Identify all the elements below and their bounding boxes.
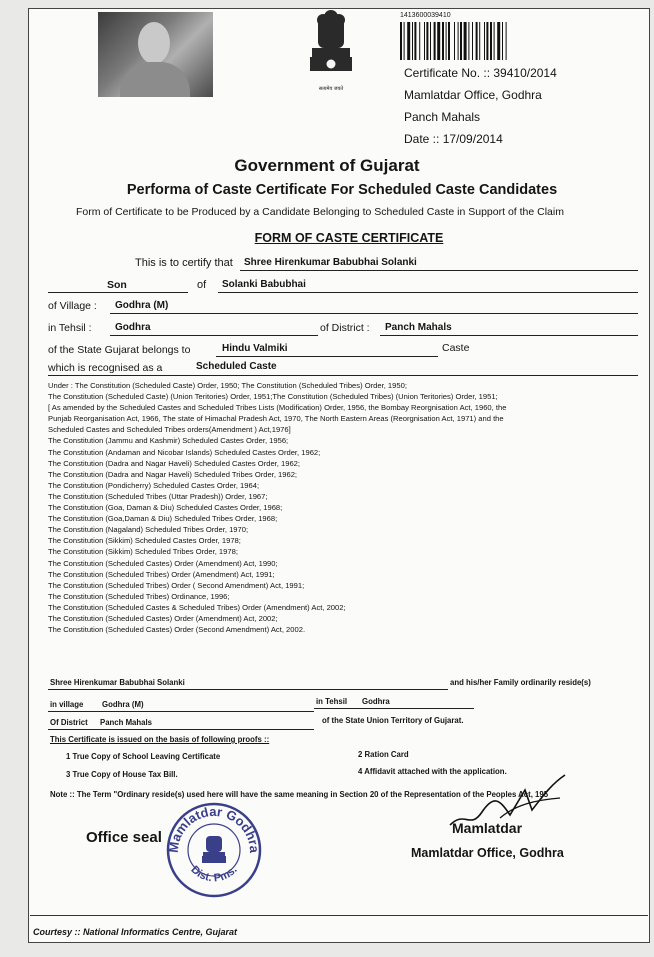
resident-district: Panch Mahals — [100, 718, 152, 727]
constitution-order-line: The Constitution (Scheduled Castes & Scheduled Tribes) Order (Amendment) Act, 2002; — [48, 602, 346, 612]
village: Godhra (M) — [115, 300, 169, 311]
underline — [314, 708, 474, 709]
of-label: of — [197, 279, 207, 291]
district-label: of District : — [320, 322, 370, 334]
date-label: Date :: — [404, 132, 440, 146]
tehsil: Godhra — [115, 322, 151, 333]
certificate-no-label: Certificate No. :: — [404, 66, 491, 80]
constitution-order-line: [ As amended by the Scheduled Castes and Scheduled Tribes Lists (Modification) Order, 1956, the Bombay Reorgnisation Act, 1960, the — [48, 403, 507, 413]
issue-date: 17/09/2014 — [442, 132, 503, 146]
performa-title: Performa of Caste Certificate For Scheduled Caste Candidates — [126, 182, 558, 198]
proof-item: 3 True Copy of House Tax Bill. — [66, 770, 178, 779]
constitution-order-line: The Constitution (Pondicherry) Scheduled Castes Order, 1964; — [48, 480, 260, 490]
constitution-order-line: The Constitution (Scheduled Tribes) Order (Amendment) Act, 1991; — [48, 569, 275, 579]
proof-item: 2 Ration Card — [358, 750, 409, 759]
district: Panch Mahals — [385, 322, 452, 333]
village-label-2: in village — [50, 700, 84, 709]
constitution-order-line: The Constitution (Goa,Daman & Diu) Scheduled Tribes Order, 1968; — [48, 514, 278, 524]
issue-date-line — [404, 132, 503, 146]
state-label: of the State Gujarat belongs to — [48, 344, 191, 356]
constitution-order-line: The Constitution (Scheduled Castes) Order (Amendment) Act, 2002; — [48, 613, 278, 623]
constitution-order-line: The Constitution (Dadra and Nagar Haveli) Scheduled Tribes Order, 1962; — [48, 469, 298, 479]
seal-bottom-text: Dist. Pms. — [188, 863, 240, 885]
constitution-order-line: The Constitution (Sikkim) Scheduled Tribes Order, 1978; — [48, 547, 238, 557]
recognised-label: which is recognised as a — [48, 362, 163, 374]
form-title: FORM OF CASTE CERTIFICATE — [254, 231, 444, 245]
constitution-order-line: The Constitution (Scheduled Tribes) Order ( Second Amendment) Act, 1991; — [48, 580, 305, 590]
constitution-order-line: The Constitution (Andaman and Nicobar Islands) Scheduled Castes Order, 1962; — [48, 447, 321, 457]
tehsil-label-2: in Tehsil — [316, 697, 348, 706]
caste-label: Caste — [442, 342, 470, 354]
constitution-order-line: The Constitution (Scheduled Castes) Order (Second Amendment) Act, 2002. — [48, 625, 306, 635]
certificate-number-line — [404, 66, 557, 80]
office-seal-stamp-icon — [164, 800, 264, 900]
constitution-order-line: The Constitution (Scheduled Caste) (Union Teritories) Order, 1951;The Constitution (Scheduled Tribes) (Union Teritories) Order, 1951; — [48, 392, 498, 402]
barcode-number: 1413600039410 — [400, 12, 451, 19]
svg-text:Dist. Pms. — [188, 864, 239, 885]
state-label-2: of the State Union Territory of Gujarat. — [322, 716, 464, 725]
district-label-2: Of District — [50, 718, 88, 727]
government-title: Government of Gujarat — [234, 156, 420, 175]
proofs-heading: This Certificate is issued on the basis of following proofs :: — [50, 735, 270, 744]
underline — [380, 335, 638, 336]
underline — [110, 335, 318, 336]
constitution-order-line: The Constitution (Goa, Daman & Diu) Scheduled Castes Order, 1968; — [48, 503, 283, 513]
issuing-taluka: Panch Mahals — [404, 110, 481, 124]
constitution-order-line: Under : The Constitution (Scheduled Caste) Order, 1950; The Constitution (Scheduled Tribes) Order, 1950; — [48, 381, 407, 390]
constitution-order-line: Scheduled Castes and Scheduled Tribes orders(Amendment ) Act,1976] — [48, 425, 291, 435]
constitution-order-line: The Constitution (Sikkim) Scheduled Castes Order, 1978; — [48, 536, 241, 546]
barcode-icon — [400, 22, 540, 60]
reside-label: and his/her Family ordinarily reside(s) — [450, 678, 591, 687]
issuing-office: Mamlatdar Office, Godhra — [404, 88, 542, 102]
certify-label: This is to certify that — [135, 257, 233, 269]
applicant-photo — [98, 12, 213, 97]
underline — [48, 292, 188, 293]
resident-name: Shree Hirenkumar Babubhai Solanki — [50, 678, 185, 687]
caste: Hindu Valmiki — [222, 343, 288, 354]
courtesy-footer — [30, 915, 648, 942]
constitution-order-line: The Constitution (Scheduled Tribes) Ordinance, 1996; — [48, 591, 230, 601]
emblem-motto: सत्यमेव जयते — [318, 86, 344, 92]
proof-item: 1 True Copy of School Leaving Certificate — [66, 752, 221, 761]
constitution-order-line: The Constitution (Dadra and Nagar Haveli) Scheduled Castes Order, 1962; — [48, 458, 300, 468]
seal-top-text: Mamlatdar Godhra — [165, 803, 263, 854]
constitution-order-line: The Constitution (Scheduled Tribes (Uttar Pradesh)) Order, 1967; — [48, 491, 268, 501]
underline — [240, 270, 638, 271]
tehsil-label: in Tehsil : — [48, 322, 92, 334]
form-description: Form of Certificate to be Produced by a Candidate Belonging to Scheduled Caste in Support of the Claim — [76, 206, 564, 218]
village-label: of Village : — [48, 300, 97, 312]
proof-item: 4 Affidavit attached with the application. — [358, 767, 507, 776]
signatory-office: Mamlatdar Office, Godhra — [411, 846, 564, 860]
constitution-order-line: The Constitution (Jammu and Kashmir) Scheduled Castes Order, 1956; — [48, 436, 289, 446]
underline — [48, 729, 314, 730]
constitution-order-line: Punjab Reorganisation Act, 1966, The state of Himachal Pradesh Act, 1970, The North Eastern Areas (Reorgnisation Act, 1971) and the — [48, 414, 504, 424]
category: Scheduled Caste — [196, 361, 277, 372]
constitution-order-line: The Constitution (Nagaland) Scheduled Tribes Order, 1970; — [48, 525, 249, 535]
constitution-orders-list — [48, 380, 618, 635]
resident-tehsil: Godhra — [362, 697, 390, 706]
signatory-title: Mamlatdar — [452, 820, 523, 836]
relation: Son — [107, 279, 127, 291]
national-emblem-icon — [300, 10, 362, 85]
underline — [48, 711, 314, 712]
underline — [216, 356, 438, 357]
underline — [48, 689, 448, 690]
courtesy-text: Courtesy :: National Informatics Centre, Gujarat — [33, 927, 238, 937]
underline — [110, 313, 638, 314]
office-seal-label: Office seal — [86, 829, 162, 846]
underline — [48, 375, 638, 376]
ordinary-residence-note: Note :: The Term "Ordinary reside(s) used here will have the same meaning in Section 20 of the Representation of the Peoples Act, 195 — [50, 790, 549, 799]
constitution-order-line: The Constitution (Scheduled Castes) Order (Amendment) Act, 1990; — [48, 558, 278, 568]
underline — [218, 292, 638, 293]
certificate-no: 39410/2014 — [493, 66, 557, 80]
resident-village: Godhra (M) — [102, 700, 144, 709]
candidate-name: Shree Hirenkumar Babubhai Solanki — [244, 257, 417, 268]
father-name: Solanki Babubhai — [222, 279, 306, 290]
